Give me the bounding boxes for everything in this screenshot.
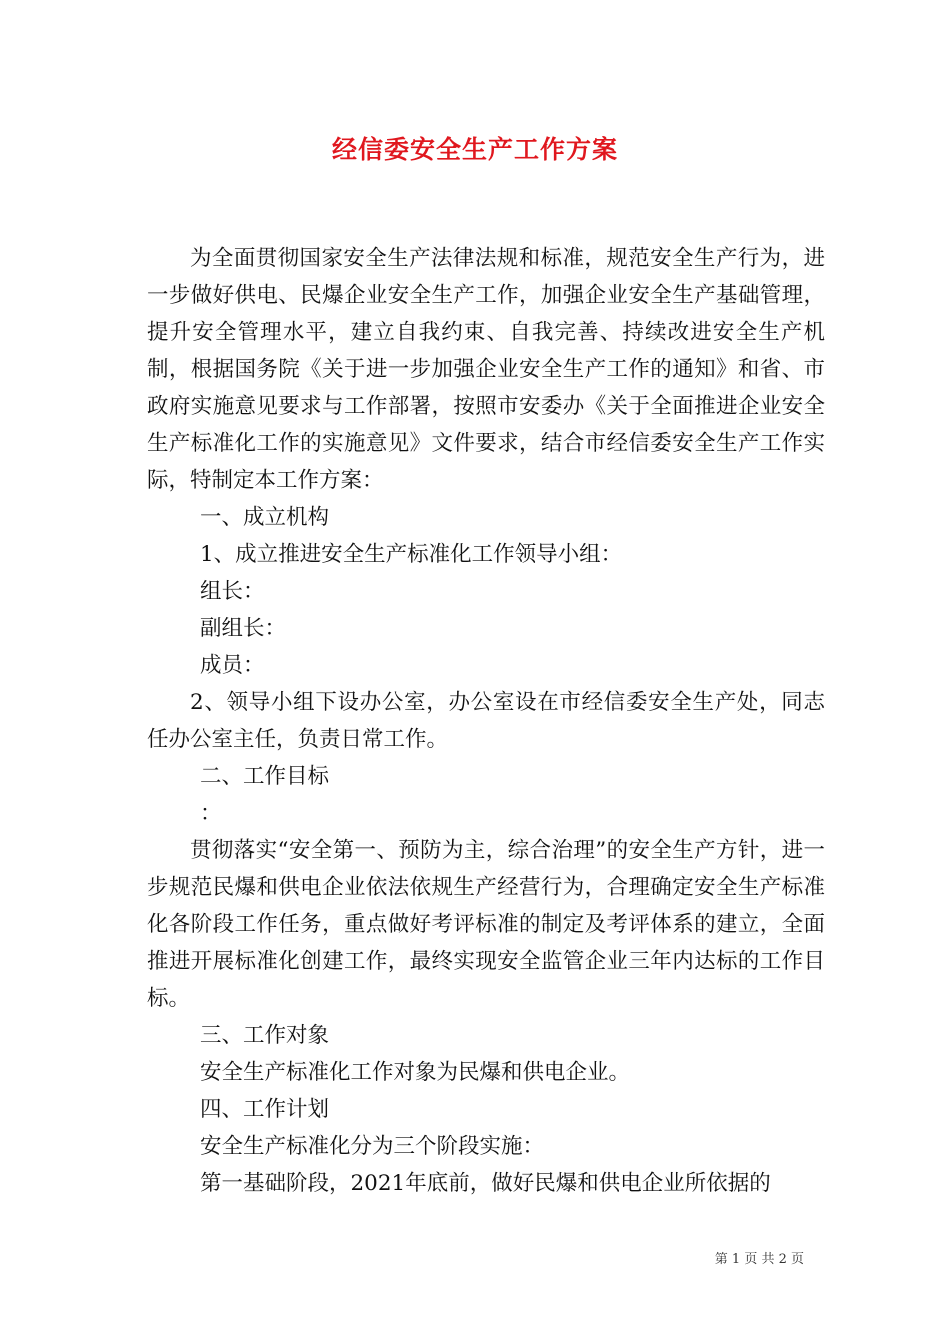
body-line: 安全生产标准化工作对象为民爆和供电企业。 — [200, 1060, 631, 1085]
section-heading-1: 一、成立机构 — [200, 505, 330, 530]
colon-line: ： — [200, 801, 222, 826]
intro-paragraph: 为全面贯彻国家安全生产法律法规和标准，规范安全生产行为，进一步做好供电、民爆企业安全生产工作，加强企业安全生产基础管理，提升安全管理水平，建立自我约束、自我完善、持续改进安全生产机制，根据国务院《关于进一步加强企业安全生产工作的通知》和省、市政府实施意见要求与工作部署，按照市安委办《关于全面推进企业安全生产标准化工作的实施意见》文件要求，结合市经信委安全生产工作实际，特制定本工作方案： — [147, 246, 825, 493]
section-heading-3: 三、工作对象 — [200, 1023, 330, 1048]
document-title: 经信委安全生产工作方案 — [331, 135, 618, 164]
goal-paragraph: 贯彻落实“安全第一、预防为主，综合治理”的安全生产方针，进一步规范民爆和供电企业依法依规生产经营行为，合理确定安全生产标准化各阶段工作任务，重点做好考评标准的制定及考评体系的建立，全面推进开展标准化创建工作，最终实现安全监管企业三年内达标的工作目标。 — [147, 838, 825, 1011]
body-line: 第一基础阶段，2021年底前，做好民爆和供电企业所依据的 — [200, 1171, 771, 1196]
page-number: 第 1 页 共 2 页 — [714, 1252, 804, 1267]
section-heading-2: 二、工作目标 — [200, 764, 330, 789]
body-line: 1、成立推进安全生产标准化工作领导小组： — [200, 542, 623, 567]
section-heading-4: 四、工作计划 — [200, 1097, 330, 1122]
body-line: 副组长： — [200, 616, 287, 641]
office-paragraph: 2、领导小组下设办公室，办公室设在市经信委安全生产处，同志任办公室主任，负责日常工作。 — [147, 690, 825, 752]
body-line: 组长： — [200, 579, 265, 604]
body-line: 成员： — [200, 653, 265, 678]
document-body — [147, 240, 825, 1202]
body-line: 安全生产标准化分为三个阶段实施： — [200, 1134, 545, 1159]
